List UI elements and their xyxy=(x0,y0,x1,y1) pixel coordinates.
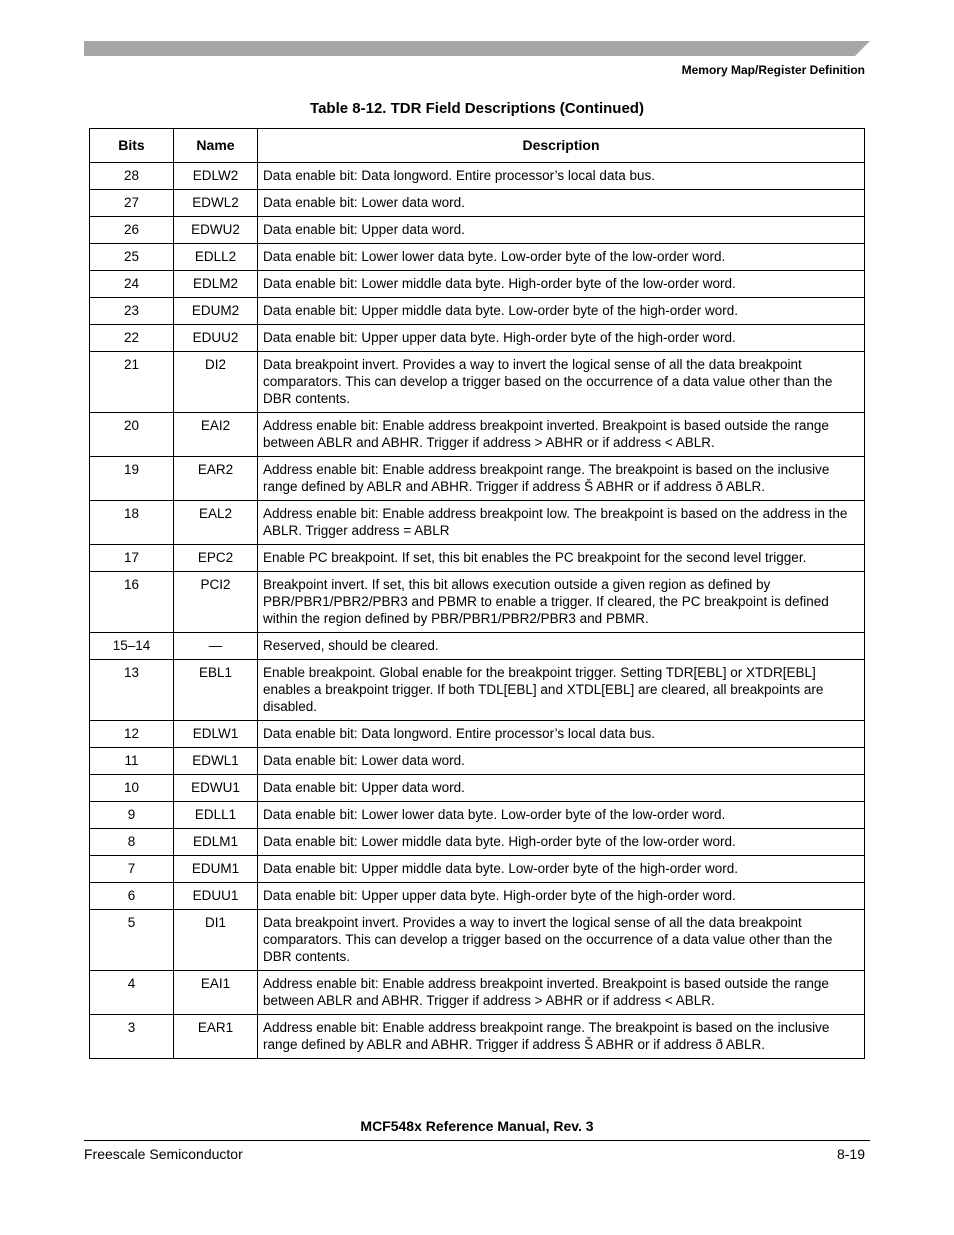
column-header-description: Description xyxy=(258,129,865,163)
cell-name: — xyxy=(174,633,258,660)
cell-name: EAL2 xyxy=(174,501,258,545)
table-body xyxy=(90,163,865,1059)
table-row xyxy=(90,244,865,271)
cell-name: PCI2 xyxy=(174,572,258,633)
cell-description: Data enable bit: Lower data word. xyxy=(258,190,865,217)
table-row xyxy=(90,163,865,190)
cell-description: Data enable bit: Data longword. Entire processor’s local data bus. xyxy=(258,721,865,748)
cell-description: Enable breakpoint. Global enable for the breakpoint trigger. Setting TDR[EBL] or XTDR[EBL] enables a breakpoint trigger. If both TDL[EBL] and XTDL[EBL] are cleared, all breakpoints are disabled. xyxy=(258,660,865,721)
table-caption: Table 8-12. TDR Field Descriptions (Continued) xyxy=(310,100,644,117)
table-row xyxy=(90,325,865,352)
cell-name: EDLL2 xyxy=(174,244,258,271)
section-title: Memory Map/Register Definition xyxy=(681,63,865,77)
cell-bits: 25 xyxy=(90,244,174,271)
cell-description: Address enable bit: Enable address breakpoint range. The breakpoint is based on the inclusive range defined by ABLR and ABHR. Trigger if address Š ABHR or if address ð ABLR. xyxy=(258,1015,865,1059)
table-header-row xyxy=(90,129,865,163)
cell-bits: 6 xyxy=(90,883,174,910)
cell-name: EDUM2 xyxy=(174,298,258,325)
table-row xyxy=(90,971,865,1015)
cell-bits: 15–14 xyxy=(90,633,174,660)
cell-description: Data enable bit: Data longword. Entire processor’s local data bus. xyxy=(258,163,865,190)
table-row xyxy=(90,545,865,572)
cell-name: EAR2 xyxy=(174,457,258,501)
cell-name: EAI1 xyxy=(174,971,258,1015)
table-row xyxy=(90,883,865,910)
cell-name: EDWL2 xyxy=(174,190,258,217)
cell-name: EDLL1 xyxy=(174,802,258,829)
column-header-name: Name xyxy=(174,129,258,163)
table-row xyxy=(90,775,865,802)
cell-name: EDLM1 xyxy=(174,829,258,856)
cell-bits: 18 xyxy=(90,501,174,545)
cell-description: Data enable bit: Lower lower data byte. Low-order byte of the low-order word. xyxy=(258,802,865,829)
cell-description: Data enable bit: Upper data word. xyxy=(258,775,865,802)
cell-bits: 10 xyxy=(90,775,174,802)
cell-bits: 11 xyxy=(90,748,174,775)
table-row xyxy=(90,572,865,633)
table-row xyxy=(90,298,865,325)
table-row xyxy=(90,217,865,244)
table-row xyxy=(90,413,865,457)
cell-name: EDUU1 xyxy=(174,883,258,910)
cell-bits: 19 xyxy=(90,457,174,501)
cell-description: Data enable bit: Upper upper data byte. High-order byte of the high-order word. xyxy=(258,883,865,910)
cell-description: Address enable bit: Enable address breakpoint range. The breakpoint is based on the inclusive range defined by ABLR and ABHR. Trigger if address Š ABHR or if address ð ABLR. xyxy=(258,457,865,501)
table-row xyxy=(90,721,865,748)
cell-bits: 8 xyxy=(90,829,174,856)
cell-name: EDWL1 xyxy=(174,748,258,775)
cell-description: Data enable bit: Lower middle data byte. High-order byte of the low-order word. xyxy=(258,829,865,856)
table-row xyxy=(90,856,865,883)
cell-bits: 17 xyxy=(90,545,174,572)
cell-bits: 23 xyxy=(90,298,174,325)
cell-name: DI2 xyxy=(174,352,258,413)
cell-description: Address enable bit: Enable address breakpoint low. The breakpoint is based on the address in the ABLR. Trigger address = ABLR xyxy=(258,501,865,545)
cell-description: Reserved, should be cleared. xyxy=(258,633,865,660)
column-header-bits: Bits xyxy=(90,129,174,163)
cell-bits: 16 xyxy=(90,572,174,633)
header-decorative-bar xyxy=(84,41,870,56)
cell-bits: 20 xyxy=(90,413,174,457)
table-row xyxy=(90,633,865,660)
table-row xyxy=(90,271,865,298)
cell-name: EDUU2 xyxy=(174,325,258,352)
cell-description: Data enable bit: Lower lower data byte. Low-order byte of the low-order word. xyxy=(258,244,865,271)
cell-name: EDLM2 xyxy=(174,271,258,298)
cell-description: Data enable bit: Upper middle data byte. Low-order byte of the high-order word. xyxy=(258,298,865,325)
table-row xyxy=(90,660,865,721)
cell-name: EDLW1 xyxy=(174,721,258,748)
table-row xyxy=(90,748,865,775)
cell-bits: 21 xyxy=(90,352,174,413)
table-row xyxy=(90,457,865,501)
table-row xyxy=(90,501,865,545)
cell-bits: 3 xyxy=(90,1015,174,1059)
table-row xyxy=(90,190,865,217)
table-row xyxy=(90,910,865,971)
cell-name: EDUM1 xyxy=(174,856,258,883)
footer-divider xyxy=(84,1140,870,1141)
cell-name: EBL1 xyxy=(174,660,258,721)
cell-name: EDWU2 xyxy=(174,217,258,244)
cell-description: Address enable bit: Enable address breakpoint inverted. Breakpoint is based outside the range between ABLR and ABHR. Trigger if address > ABHR or if address < ABLR. xyxy=(258,971,865,1015)
cell-bits: 7 xyxy=(90,856,174,883)
cell-bits: 13 xyxy=(90,660,174,721)
cell-name: EPC2 xyxy=(174,545,258,572)
cell-description: Data breakpoint invert. Provides a way to invert the logical sense of all the data breakpoint comparators. This can develop a trigger based on the occurrence of a data value other than the DBR contents. xyxy=(258,910,865,971)
cell-name: EAI2 xyxy=(174,413,258,457)
cell-description: Data enable bit: Upper middle data byte. Low-order byte of the high-order word. xyxy=(258,856,865,883)
cell-description: Data enable bit: Lower middle data byte. High-order byte of the low-order word. xyxy=(258,271,865,298)
cell-description: Data breakpoint invert. Provides a way to invert the logical sense of all the data breakpoint comparators. This can develop a trigger based on the occurrence of a data value other than the DBR contents. xyxy=(258,352,865,413)
tdr-field-descriptions-table xyxy=(89,128,865,1059)
cell-description: Data enable bit: Lower data word. xyxy=(258,748,865,775)
cell-name: EDLW2 xyxy=(174,163,258,190)
cell-bits: 9 xyxy=(90,802,174,829)
cell-bits: 27 xyxy=(90,190,174,217)
cell-description: Data enable bit: Upper data word. xyxy=(258,217,865,244)
table-row xyxy=(90,1015,865,1059)
cell-description: Breakpoint invert. If set, this bit allows execution outside a given region as defined by PBR/PBR1/PBR2/PBR3 and PBMR to enable a trigger. If cleared, the PC breakpoint is defined within the region defined by PBR/PBR1/PBR2/PBR3 and PBMR. xyxy=(258,572,865,633)
cell-description: Data enable bit: Upper upper data byte. High-order byte of the high-order word. xyxy=(258,325,865,352)
table-row xyxy=(90,352,865,413)
cell-bits: 28 xyxy=(90,163,174,190)
document-title: MCF548x Reference Manual, Rev. 3 xyxy=(360,1118,594,1134)
cell-bits: 5 xyxy=(90,910,174,971)
cell-bits: 12 xyxy=(90,721,174,748)
page-number: 8-19 xyxy=(836,1146,865,1162)
cell-description: Enable PC breakpoint. If set, this bit enables the PC breakpoint for the second level trigger. xyxy=(258,545,865,572)
cell-bits: 26 xyxy=(90,217,174,244)
cell-name: EAR1 xyxy=(174,1015,258,1059)
cell-description: Address enable bit: Enable address breakpoint inverted. Breakpoint is based outside the range between ABLR and ABHR. Trigger if address > ABHR or if address < ABLR. xyxy=(258,413,865,457)
footer-company: Freescale Semiconductor xyxy=(84,1146,243,1162)
cell-bits: 24 xyxy=(90,271,174,298)
cell-bits: 4 xyxy=(90,971,174,1015)
cell-name: DI1 xyxy=(174,910,258,971)
cell-name: EDWU1 xyxy=(174,775,258,802)
cell-bits: 22 xyxy=(90,325,174,352)
table-row xyxy=(90,802,865,829)
table-row xyxy=(90,829,865,856)
